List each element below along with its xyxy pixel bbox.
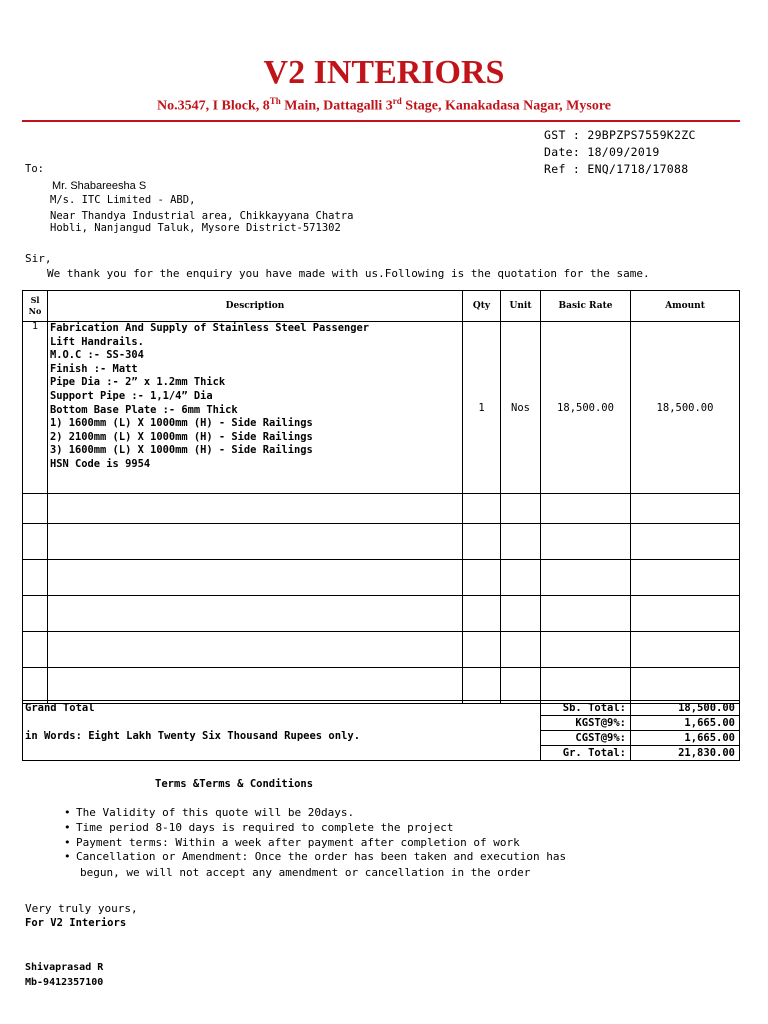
terms-list <box>62 806 566 865</box>
item-unit: Nos <box>501 322 541 494</box>
closing-text: Very truly yours, <box>25 902 138 915</box>
description-line: 3) 1600mm (L) X 1000mm (H) - Side Railings <box>50 444 313 457</box>
amount-in-words: in Words: Eight Lakh Twenty Six Thousand Rupees only. <box>25 730 361 742</box>
description-line: Bottom Base Plate :- 6mm Thick <box>50 403 238 416</box>
description-line: Support Pipe :- 1,1/4” Dia <box>50 389 213 402</box>
gst-number: GST : 29BPZPS7559K2ZC <box>544 128 696 142</box>
terms-item: • Cancellation or Amendment: Once the order has been taken and execution has <box>62 850 566 865</box>
sb-total-label: Sb. Total: <box>541 701 631 716</box>
empty-row <box>23 632 740 668</box>
for-company: For V2 Interiors <box>25 917 127 929</box>
description-line: HSN Code is 9954 <box>50 457 151 470</box>
signatory-mobile: Mb-9412357100 <box>25 977 104 988</box>
description-line: 2) 2100mm (L) X 1000mm (H) - Side Railings <box>50 430 313 443</box>
terms-item-continuation: begun, we will not accept any amendment or cancellation in the order <box>80 866 531 879</box>
kgst-label: KGST@9%: <box>541 716 631 731</box>
grand-total-block <box>23 701 541 761</box>
header-sl-no: Sl No <box>23 291 48 322</box>
sb-total-value: 18,500.00 <box>631 701 740 716</box>
description-line: 1) 1600mm (L) X 1000mm (H) - Side Railings <box>50 417 313 430</box>
company-name: V2 INTERIORS <box>263 54 505 91</box>
header-basic-rate: Basic Rate <box>541 291 631 322</box>
header-amount: Amount <box>631 291 740 322</box>
quotation-table <box>22 290 740 704</box>
recipient-address-line1: Near Thandya Industrial area, Chikkayyana Chatra <box>50 210 354 222</box>
kgst-value: 1,665.00 <box>631 716 740 731</box>
item-sl-no: 1 <box>23 322 48 494</box>
item-amount: 18,500.00 <box>631 322 740 494</box>
empty-row <box>23 524 740 560</box>
description-line: Pipe Dia :- 2” x 1.2mm Thick <box>50 376 226 389</box>
description-line: Lift Handrails. <box>50 335 144 348</box>
description-line: Finish :- Matt <box>50 362 138 375</box>
description-line: M.O.C :- SS-304 <box>50 349 144 362</box>
header-divider <box>22 120 740 122</box>
to-label: To: <box>25 163 44 175</box>
quote-date: Date: 18/09/2019 <box>544 145 660 159</box>
description-line: Fabrication And Supply of Stainless Steel Passenger <box>50 322 370 334</box>
cgst-label: CGST@9%: <box>541 731 631 746</box>
signatory-name: Shivaprasad R <box>25 962 104 973</box>
item-qty: 1 <box>463 322 501 494</box>
company-address: No.3547, I Block, 8Th Main, Dattagalli 3rd Stage, Kanakadasa Nagar, Mysore <box>156 96 612 114</box>
empty-row <box>23 596 740 632</box>
header-description: Description <box>48 291 463 322</box>
cgst-value: 1,665.00 <box>631 731 740 746</box>
totals-table <box>22 700 740 761</box>
item-description <box>48 322 463 494</box>
empty-row <box>23 560 740 596</box>
table-row <box>23 322 740 494</box>
recipient-name: Mr. Shabareesha S <box>52 180 147 192</box>
header-unit: Unit <box>501 291 541 322</box>
header-qty: Qty <box>463 291 501 322</box>
terms-heading: Terms &Terms & Conditions <box>155 778 314 790</box>
recipient-address-line2: Hobli, Nanjangud Taluk, Mysore District-571302 <box>50 222 341 234</box>
recipient-company: M/s. ITC Limited - ABD, <box>50 194 196 206</box>
gr-total-label: Gr. Total: <box>541 746 631 761</box>
terms-item: • Payment terms: Within a week after payment after completion of work <box>62 836 566 851</box>
table-header-row <box>23 291 740 322</box>
empty-row <box>23 494 740 524</box>
terms-item: • The Validity of this quote will be 20days. <box>62 806 566 821</box>
grand-total-label: Grand Total <box>25 702 95 714</box>
gr-total-value: 21,830.00 <box>631 746 740 761</box>
salutation: Sir, <box>25 252 52 265</box>
reference-number: Ref : ENQ/1718/17088 <box>544 162 689 176</box>
terms-item: • Time period 8-10 days is required to complete the project <box>62 821 566 836</box>
item-basic-rate: 18,500.00 <box>541 322 631 494</box>
intro-text: We thank you for the enquiry you have made with us.Following is the quotation for the same. <box>47 267 650 280</box>
empty-row <box>23 668 740 704</box>
